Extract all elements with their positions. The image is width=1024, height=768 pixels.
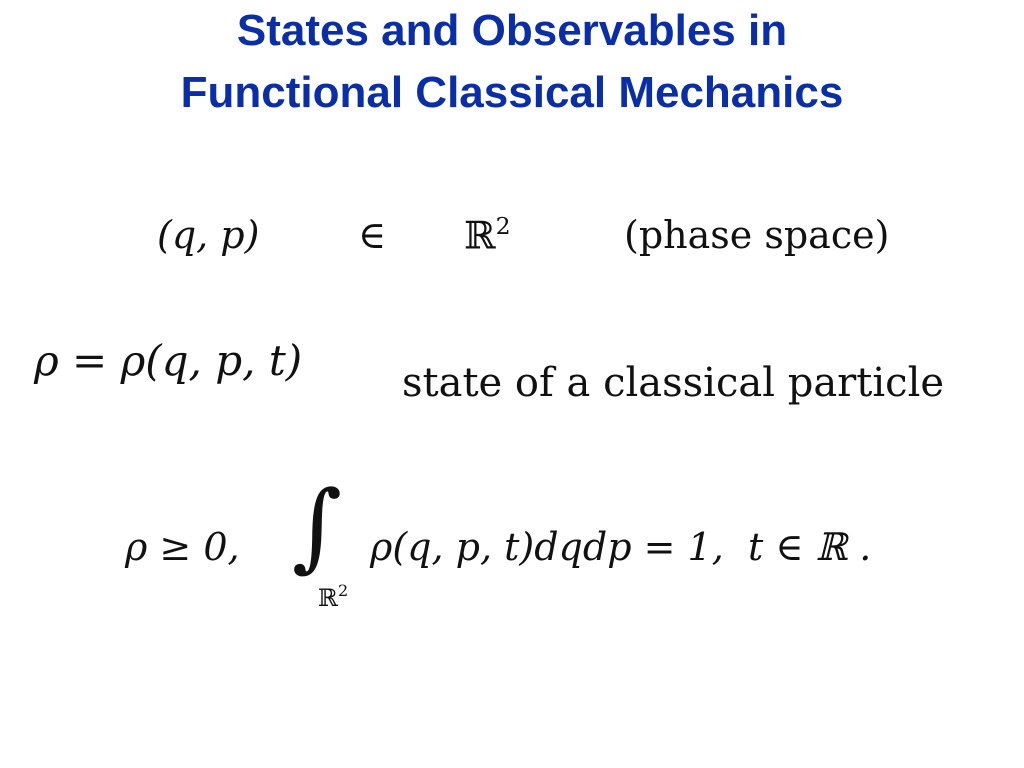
normalization-integrand: ρ(q, p, t)dqdp = 1, (370, 525, 724, 569)
positivity-condition: ρ ≥ 0, (125, 525, 240, 569)
phase-point: (q, p) (157, 213, 260, 257)
element-of-symbol: ∈ (358, 213, 387, 257)
clipped-text-artifact (640, 276, 920, 284)
slide-title (0, 0, 1024, 124)
state-definition: ρ = ρ(q, p, t) (34, 336, 303, 385)
reals-symbol: ℝ (464, 213, 496, 258)
domain-reals-symbol: ℝ (318, 584, 338, 612)
phase-space-note: (phase space) (624, 213, 890, 257)
domain-exponent: 2 (337, 581, 349, 601)
dimension-exponent: 2 (495, 211, 511, 240)
integration-domain (318, 582, 348, 612)
state-description: state of a classical particle (402, 360, 945, 406)
integral-sign: ∫ (292, 470, 343, 582)
phase-space-set (464, 213, 511, 258)
title-line-1: States and Observables in (236, 6, 788, 55)
time-domain: t ∈ ℝ . (748, 525, 872, 569)
title-line-2: Functional Classical Mechanics (180, 68, 844, 117)
